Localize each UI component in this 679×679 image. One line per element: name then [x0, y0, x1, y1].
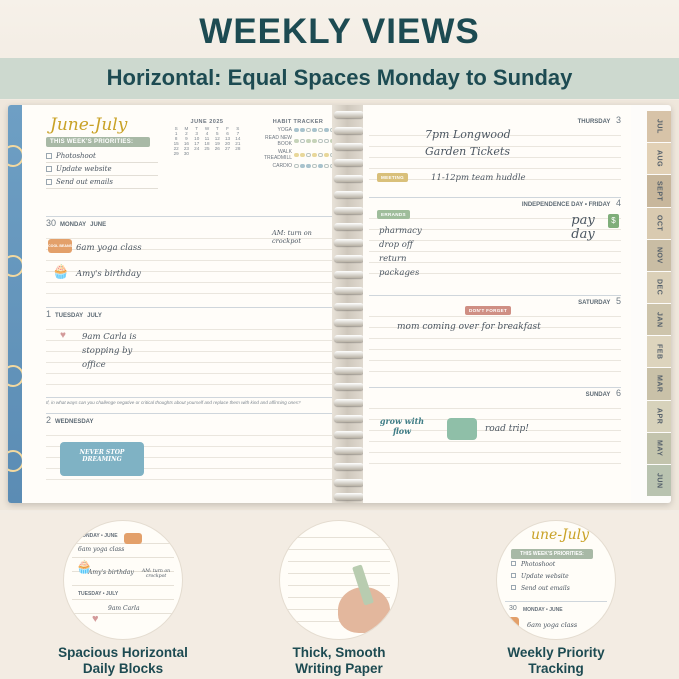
checkbox-icon[interactable]: [511, 585, 516, 590]
day-name: MONDAY: [60, 222, 87, 228]
habit-row: [256, 163, 340, 169]
month-tab-feb[interactable]: FEB: [647, 336, 671, 367]
calendar-day: 16: [183, 141, 189, 146]
feature-caption-line1: Thick, Smooth: [292, 645, 386, 660]
entry-text: 9am Carla is: [82, 332, 137, 342]
spiral-binding: [332, 105, 366, 503]
habit-dots[interactable]: [294, 128, 335, 133]
thumb-priority: Update website: [521, 573, 569, 580]
habit-dot-icon[interactable]: [306, 128, 311, 133]
calendar-day: 12: [214, 136, 220, 141]
thumb-month-title: une-July: [531, 527, 590, 543]
cool-beans-badge: COOL BEANS: [48, 239, 72, 253]
entry-text: 7pm Longwood: [425, 128, 511, 141]
day-header: [46, 414, 338, 425]
habit-dot-icon[interactable]: [306, 164, 311, 169]
month-tab-jul[interactable]: JUL: [647, 111, 671, 142]
calendar-day: 18: [204, 141, 210, 146]
priority-text: Photoshoot: [56, 152, 96, 160]
calendar-day: 23: [183, 146, 189, 151]
day-number: 4: [615, 198, 621, 208]
priority-text: Send out emails: [56, 178, 113, 186]
calendar-day: 11: [204, 136, 210, 141]
habit-dot-icon[interactable]: [300, 139, 305, 144]
calendar-day: 30: [183, 151, 189, 156]
day-header: [46, 217, 338, 228]
feature-caption: [443, 645, 669, 676]
cupcake-sticker-icon: 🧁: [76, 559, 93, 574]
thumb-note: AM: turn on crockpot: [141, 569, 171, 579]
habit-row: [256, 149, 340, 161]
mini-calendar: [171, 119, 243, 156]
day-name: WEDNESDAY: [55, 419, 94, 425]
habit-label: YOGA: [277, 127, 292, 133]
feature-spacious-blocks: [10, 521, 236, 676]
thumb-day-number: 30: [509, 605, 517, 612]
weekday-header: W: [204, 126, 210, 131]
entry-text: packages: [379, 268, 420, 278]
month-tab-apr[interactable]: APR: [647, 401, 671, 432]
subtitle-band: [0, 58, 679, 99]
calendar-day: 13: [225, 136, 231, 141]
day-header: [369, 296, 621, 306]
habit-dots[interactable]: [294, 139, 335, 144]
thumb-day-header: MONDAY • JUNE: [523, 607, 563, 613]
feature-caption-line1: Weekly Priority: [507, 645, 605, 660]
habit-dot-icon[interactable]: [300, 128, 305, 133]
list-item[interactable]: [46, 150, 158, 163]
feature-row: [0, 513, 679, 679]
day-header: [369, 388, 621, 398]
weekday-header: T: [195, 126, 199, 131]
day-number: 1: [46, 309, 52, 319]
day-block-thursday: [369, 115, 621, 193]
habit-dot-icon[interactable]: [318, 164, 323, 169]
calendar-day: 14: [235, 136, 241, 141]
priority-text: Update website: [56, 165, 112, 173]
calendar-day: 29: [173, 151, 179, 156]
month-tab-mar[interactable]: MAR: [647, 368, 671, 399]
habit-row: [256, 135, 340, 147]
habit-dot-icon[interactable]: [324, 128, 329, 133]
feature-caption: [226, 645, 452, 676]
habit-label: CARDIO: [272, 163, 292, 169]
entry-text: 11-12pm team huddle: [431, 173, 526, 183]
priorities-band: THIS WEEK'S PRIORITIES:: [46, 137, 150, 147]
habit-dot-icon[interactable]: [294, 164, 299, 169]
month-tab-oct[interactable]: OCT: [647, 208, 671, 239]
list-item[interactable]: [46, 176, 158, 189]
payday-note: pay day: [571, 213, 595, 242]
thumb-badge-icon: [501, 617, 519, 628]
habit-dot-icon[interactable]: [324, 139, 329, 144]
habit-tracker: [256, 119, 340, 169]
money-sticker-icon: $: [608, 214, 619, 228]
habit-label: READ NEW BOOK: [265, 135, 292, 147]
calendar-day: 28: [235, 146, 241, 151]
entry-text: office: [82, 360, 106, 370]
habit-tracker-title: HABIT TRACKER: [272, 119, 324, 125]
left-page-content: [46, 111, 338, 499]
calendar-day: 7: [236, 131, 240, 136]
month-tab-strip[interactable]: [647, 111, 671, 497]
entry-text: Amy's birthday: [76, 269, 141, 279]
habit-dot-icon[interactable]: [294, 153, 299, 158]
day-name: TUESDAY: [55, 313, 84, 319]
calendar-day: 8: [174, 136, 178, 141]
calendar-day: 1: [174, 131, 178, 136]
calendar-day: 17: [194, 141, 200, 146]
habit-dot-icon[interactable]: [294, 139, 299, 144]
habit-dot-icon[interactable]: [294, 128, 299, 133]
dont-forget-tag[interactable]: DON'T FORGET: [465, 306, 511, 315]
thumb-priorities-band: THIS WEEK'S PRIORITIES:: [511, 549, 593, 559]
errands-tag-wrapper: [377, 210, 410, 219]
priorities-list: [46, 150, 158, 189]
feature-caption: [10, 645, 236, 676]
grow-with-flow-sticker: grow with flow: [379, 416, 425, 436]
checkbox-icon[interactable]: [46, 166, 52, 172]
habit-dots[interactable]: [294, 153, 335, 158]
day-header: [369, 198, 621, 208]
reflection-prompt: If, in what ways can you challenge negative or critical thoughts about yourself and replace them with kind and affirming ones?: [46, 397, 338, 405]
day-block-sunday: [369, 387, 621, 495]
heart-sticker-icon: ♥: [92, 613, 99, 625]
month-tab-aug[interactable]: AUG: [647, 143, 671, 174]
feature-thumbnail: [280, 521, 398, 639]
day-block-tuesday: [46, 307, 338, 395]
month-tab-jun[interactable]: JUN: [647, 465, 671, 496]
entry-text: drop off: [379, 240, 413, 250]
entry-text: stopping by: [82, 346, 133, 356]
calendar-day: 3: [195, 131, 198, 136]
month-tab-dec[interactable]: DEC: [647, 272, 671, 303]
thumb-badge-icon: [124, 533, 142, 544]
cupcake-sticker-icon: 🧁: [52, 263, 70, 279]
calendar-day: 20: [225, 141, 231, 146]
checkbox-icon[interactable]: [511, 561, 516, 566]
entry-text: return: [379, 254, 407, 264]
habit-dot-icon[interactable]: [318, 153, 323, 158]
calendar-day: 21: [235, 141, 241, 146]
calendar-day: 9: [185, 136, 188, 141]
entry-text: 6am yoga class: [76, 243, 142, 253]
entry-text: mom coming over for breakfast: [397, 322, 541, 332]
feature-caption-line2: Writing Paper: [295, 660, 383, 676]
thumb-entry: 6am yoga class: [527, 621, 578, 629]
habit-dot-icon[interactable]: [300, 153, 305, 158]
header-banner: [0, 0, 679, 100]
entry-text: Garden Tickets: [425, 145, 510, 158]
day-number: 6: [615, 388, 621, 398]
day-block-saturday: [369, 295, 621, 383]
feature-writing-paper: [226, 521, 452, 676]
page-title: WEEKLY VIEWS: [199, 12, 480, 51]
dream-sticker: NEVER STOP DREAMING: [60, 442, 144, 476]
thumb-entry: Amy's birthday: [88, 569, 134, 576]
thumb-entry: 9am Carla: [108, 605, 140, 612]
habit-dot-icon[interactable]: [312, 153, 317, 158]
day-number: 3: [615, 115, 621, 125]
habit-dot-icon[interactable]: [312, 139, 317, 144]
habit-dot-icon[interactable]: [324, 164, 329, 169]
mini-calendar-grid: [171, 126, 243, 156]
planner-photo: [0, 100, 679, 510]
month-tab-may[interactable]: MAY: [647, 433, 671, 464]
habit-dot-icon[interactable]: [312, 128, 317, 133]
feature-caption-line2: Daily Blocks: [82, 660, 164, 676]
day-month: JUNE: [90, 222, 107, 228]
habit-dot-icon[interactable]: [312, 164, 317, 169]
day-number: 2: [46, 415, 52, 425]
month-title: June-July: [50, 115, 128, 135]
side-note: AM: turn on crockpot: [272, 229, 312, 245]
day-block-wednesday: [46, 413, 338, 499]
checkbox-icon[interactable]: [511, 573, 516, 578]
month-tab-jan[interactable]: JAN: [647, 304, 671, 335]
habit-label: WALK TREADMILL: [263, 149, 292, 161]
landscape-sticker-icon: [447, 418, 477, 440]
day-name: SATURDAY: [578, 300, 611, 306]
day-header: [46, 308, 338, 319]
calendar-day: 15: [173, 141, 179, 146]
day-name: INDEPENDENCE DAY • FRIDAY: [521, 202, 611, 208]
month-tab-nov[interactable]: NOV: [647, 240, 671, 271]
right-page-content: [369, 111, 621, 499]
day-name: THURSDAY: [577, 119, 611, 125]
calendar-day: 26: [214, 146, 220, 151]
habit-dot-icon[interactable]: [306, 139, 311, 144]
thumb-day-header: MONDAY • JUNE: [78, 533, 118, 539]
month-tab-sept[interactable]: SEPT: [647, 175, 671, 206]
day-number: 5: [615, 296, 621, 306]
calendar-day: 19: [214, 141, 220, 146]
left-page: [22, 105, 332, 503]
thumb-priority: Photoshoot: [521, 561, 556, 568]
thumb-priority: Send out emails: [521, 585, 570, 592]
thumb-day-header: TUESDAY • JULY: [78, 591, 119, 597]
meeting-tag-wrapper: [377, 173, 408, 182]
feature-priority-tracking: [443, 521, 669, 676]
calendar-day: 24: [194, 146, 200, 151]
habit-row: [256, 127, 340, 133]
open-planner-book: [8, 105, 671, 503]
calendar-day: 10: [194, 136, 200, 141]
day-number: 30: [46, 218, 57, 228]
calendar-day: 22: [173, 146, 179, 151]
calendar-day: 5: [216, 131, 219, 136]
calendar-day: 4: [205, 131, 209, 136]
day-name: SUNDAY: [585, 392, 611, 398]
feature-caption-line1: Spacious Horizontal: [58, 645, 188, 660]
mini-calendar-title: JUNE 2025: [190, 119, 224, 125]
meeting-tag[interactable]: MEETING: [377, 173, 408, 182]
dont-forget-tag-wrapper: [465, 306, 511, 315]
habit-dot-icon[interactable]: [318, 128, 323, 133]
list-item[interactable]: [46, 163, 158, 176]
checkbox-icon[interactable]: [46, 179, 52, 185]
subtitle-text: Horizontal: Equal Spaces Monday to Sunday: [106, 65, 573, 90]
entry-text: road trip!: [485, 424, 529, 434]
day-month: JULY: [87, 313, 102, 319]
feature-thumbnail: [64, 521, 182, 639]
habit-dots[interactable]: [294, 164, 335, 169]
weekday-header: S: [174, 126, 178, 131]
habit-dot-icon[interactable]: [318, 139, 323, 144]
habit-dot-icon[interactable]: [324, 153, 329, 158]
weekday-header: S: [236, 126, 240, 131]
calendar-day: 27: [225, 146, 231, 151]
entry-text: pharmacy: [379, 226, 422, 236]
calendar-day: 6: [226, 131, 229, 136]
day-header: [369, 115, 621, 125]
calendar-day: 2: [185, 131, 188, 136]
right-page: [363, 105, 631, 503]
day-block-monday: [46, 216, 338, 306]
weekday-header: M: [184, 126, 189, 131]
checkbox-icon[interactable]: [46, 153, 52, 159]
calendar-day: 25: [204, 146, 210, 151]
feature-caption-line2: Tracking: [528, 660, 584, 676]
thumb-entry: 6am yoga class: [78, 546, 125, 553]
weekday-header: F: [226, 126, 229, 131]
habit-dot-icon[interactable]: [300, 164, 305, 169]
weekday-header: T: [215, 126, 219, 131]
errands-tag[interactable]: ERRANDS: [377, 210, 410, 219]
feature-thumbnail: [497, 521, 615, 639]
heart-sticker-icon: ♥: [60, 330, 66, 341]
day-block-friday: [369, 197, 621, 291]
habit-dot-icon[interactable]: [306, 153, 311, 158]
